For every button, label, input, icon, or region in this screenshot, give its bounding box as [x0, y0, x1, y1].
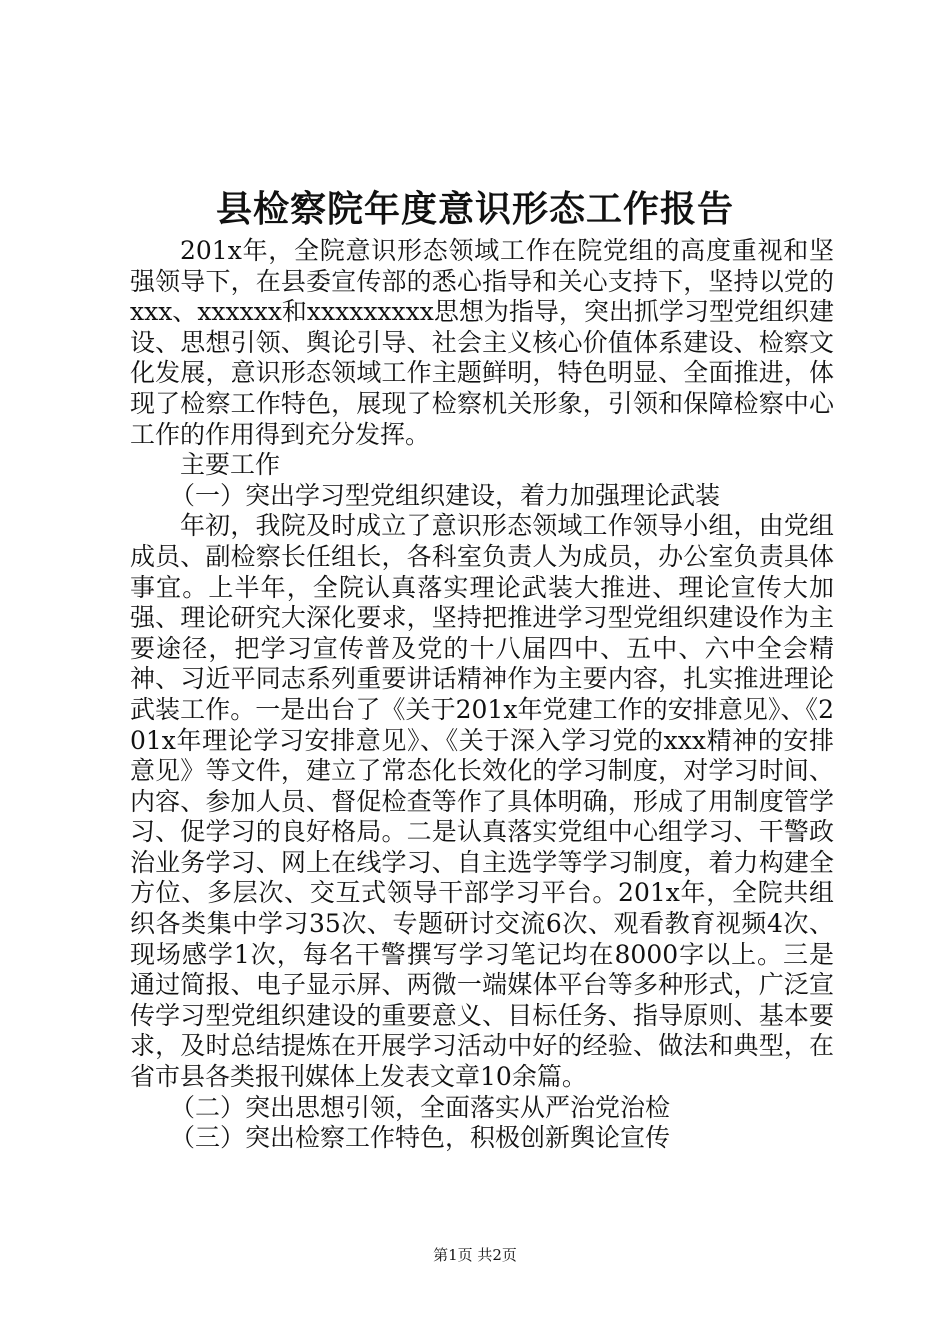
section-heading-main-work: 主要工作	[180, 450, 281, 480]
page-number-footer: 第1页 共2页	[433, 1246, 517, 1264]
intro-paragraph: 201x年，全院意识形态领域工作在院党组的高度重视和坚强领导下，在县委宣传部的悉心指导和关心支持下，坚持以党的xxx、xxxxxx和xxxxxxxxx思想为指导，突出抓学习型党组织建设、思想引领、舆论引导、社会主义核心价值体系建设、检察文化发展，意识形态领域工作主题鲜明，特色明显、全面推进，体现了检察工作特色，展现了检察机关形象，引领和保障检察中心工作的作用得到充分发挥。	[130, 236, 834, 449]
document-body	[130, 236, 834, 1154]
subsection-heading-3: （三）突出检察工作特色，积极创新舆论宣传	[170, 1123, 671, 1153]
subsection-1-paragraph: 年初，我院及时成立了意识形态领域工作领导小组，由党组成员、副检察长任组长，各科室负责人为成员，办公室负责具体事宜。上半年，全院认真落实理论武装大推进、理论宣传大加强、理论研究大深化要求，坚持把推进学习型党组织建设作为主要途径，把学习宣传普及党的十八届四中、五中、六中全会精神、习近平同志系列重要讲话精神作为主要内容，扎实推进理论武装工作。一是出台了《关于201x年党建工作的安排意见》、《201x年理论学习安排意见》、《关于深入学习党的xxx精神的安排意见》等文件，建立了常态化长效化的学习制度，对学习时间、内容、参加人员、督促检查等作了具体明确，形成了用制度管学习、促学习的良好格局。二是认真落实党组中心组学习、干警政治业务学习、网上在线学习、自主选学等学习制度，着力构建全方位、多层次、交互式领导干部学习平台。201x年，全院共组织各类集中学习35次、专题研讨交流6次、观看教育视频4次、现场感学1次，每名干警撰写学习笔记均在8000字以上。三是通过简报、电子显示屏、两微一端媒体平台等多种形式，广泛宣传学习型党组织建设的重要意义、目标任务、指导原则、基本要求，及时总结提炼在开展学习活动中好的经验、做法和典型，在省市县各类报刊媒体上发表文章10余篇。	[130, 511, 834, 1092]
document-title: 县检察院年度意识形态工作报告	[215, 188, 734, 230]
subsection-heading-1: （一）突出学习型党组织建设，着力加强理论武装	[170, 480, 721, 510]
subsection-heading-2: （二）突出思想引领，全面落实从严治党治检	[170, 1092, 671, 1122]
